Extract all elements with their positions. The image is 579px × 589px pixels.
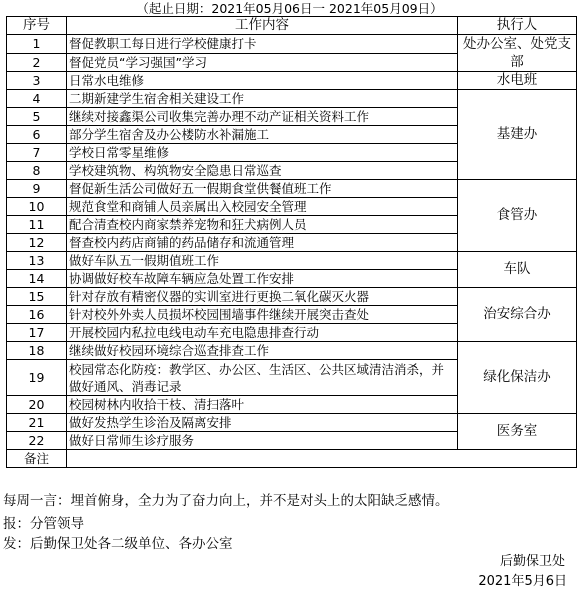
- row-number: 16: [7, 306, 67, 324]
- header-seq: 序号: [7, 17, 67, 35]
- row-task: 日常水电维修: [67, 72, 458, 90]
- row-number: 10: [7, 198, 67, 216]
- row-task: 督促新生活公司做好五一假期食堂供餐值班工作: [67, 180, 458, 198]
- issuer-signature: 后勤保卫处: [499, 554, 565, 569]
- weekly-motto: 每周一言：埋首俯身，全力为了奋力向上，并不是对头上的太阳缺乏感情。: [3, 493, 449, 509]
- executor-office: 处办公室、处党支部: [458, 35, 577, 72]
- header-content: 工作内容: [67, 17, 458, 35]
- report-to: 报：分管领导: [3, 516, 84, 532]
- row-task: 继续对接鑫渠公司收集完善办理不动产证相关资料工作: [67, 108, 458, 126]
- distribution-list: 发：后勤保卫处各二级单位、各办公室: [3, 536, 233, 552]
- row-number: 17: [7, 324, 67, 342]
- remarks-row: [7, 450, 577, 468]
- row-number: 9: [7, 180, 67, 198]
- table-row: [7, 342, 577, 360]
- executor-security: 治安综合办: [458, 288, 577, 342]
- row-number: 7: [7, 144, 67, 162]
- remarks-label: 备注: [7, 450, 67, 468]
- row-number: 22: [7, 432, 67, 450]
- row-number: 8: [7, 162, 67, 180]
- row-task: 学校日常零星维修: [67, 144, 458, 162]
- table-row: [7, 252, 577, 270]
- row-number: 1: [7, 35, 67, 54]
- row-task: 校园常态化防疫：教学区、办公区、生活区、公共区域清洁消杀，并做好通风、消毒记录: [67, 360, 458, 396]
- row-task: 开展校园内私拉电线电动车充电隐患排查行动: [67, 324, 458, 342]
- row-number: 21: [7, 414, 67, 432]
- header-executor: 执行人: [458, 17, 577, 35]
- row-task: 督查校内药店商铺的药品储存和流通管理: [67, 234, 458, 252]
- row-task: 督促党员“学习强国”学习: [67, 53, 458, 72]
- row-task: 做好车队五一假期值班工作: [67, 252, 458, 270]
- executor-canteen: 食管办: [458, 180, 577, 252]
- remarks-value: [67, 450, 577, 468]
- row-task: 做好日常师生诊疗服务: [67, 432, 458, 450]
- row-number: 6: [7, 126, 67, 144]
- row-number: 15: [7, 288, 67, 306]
- issue-date: 2021年5月6日: [478, 574, 567, 589]
- row-number: 5: [7, 108, 67, 126]
- row-task: 针对校外外卖人员损坏校园围墙事件继续开展突击查处: [67, 306, 458, 324]
- row-number: 19: [7, 360, 67, 396]
- row-number: 14: [7, 270, 67, 288]
- row-task: 配合清查校内商家禁养宠物和狂犬病例人员: [67, 216, 458, 234]
- table-row: [7, 90, 577, 108]
- executor-medical: 医务室: [458, 414, 577, 450]
- row-number: 2: [7, 53, 67, 72]
- executor-construction: 基建办: [458, 90, 577, 180]
- table-row: [7, 414, 577, 432]
- date-range: （起止日期：2021年05月06日一 2021年05月09日）: [136, 1, 443, 16]
- row-number: 3: [7, 72, 67, 90]
- row-task: 校园树林内收拾干枝、清扫落叶: [67, 396, 458, 414]
- table-row: [7, 288, 577, 306]
- table-row: [7, 35, 577, 54]
- row-task: 做好发热学生诊治及隔离安排: [67, 414, 458, 432]
- row-number: 12: [7, 234, 67, 252]
- row-task: 督促教职工每日进行学校健康打卡: [67, 35, 458, 54]
- row-number: 20: [7, 396, 67, 414]
- row-task: 协调做好校车故障车辆应急处置工作安排: [67, 270, 458, 288]
- row-task: 规范食堂和商铺人员亲属出入校园安全管理: [67, 198, 458, 216]
- executor-greening: 绿化保洁办: [458, 342, 577, 414]
- weekly-work-table: [6, 16, 577, 468]
- row-number: 4: [7, 90, 67, 108]
- table-row: [7, 180, 577, 198]
- table-header-row: [7, 17, 577, 35]
- row-task: 继续做好校园环境综合巡查排查工作: [67, 342, 458, 360]
- row-task: 针对存放有精密仪器的实训室进行更换二氧化碳灭火器: [67, 288, 458, 306]
- row-number: 13: [7, 252, 67, 270]
- row-number: 18: [7, 342, 67, 360]
- executor-fleet: 车队: [458, 252, 577, 288]
- table-row: [7, 72, 577, 90]
- executor-utilities: 水电班: [458, 72, 577, 90]
- row-task: 部分学生宿舍及办公楼防水补漏施工: [67, 126, 458, 144]
- row-task: 学校建筑物、构筑物安全隐患日常巡查: [67, 162, 458, 180]
- row-number: 11: [7, 216, 67, 234]
- row-task: 二期新建学生宿舍相关建设工作: [67, 90, 458, 108]
